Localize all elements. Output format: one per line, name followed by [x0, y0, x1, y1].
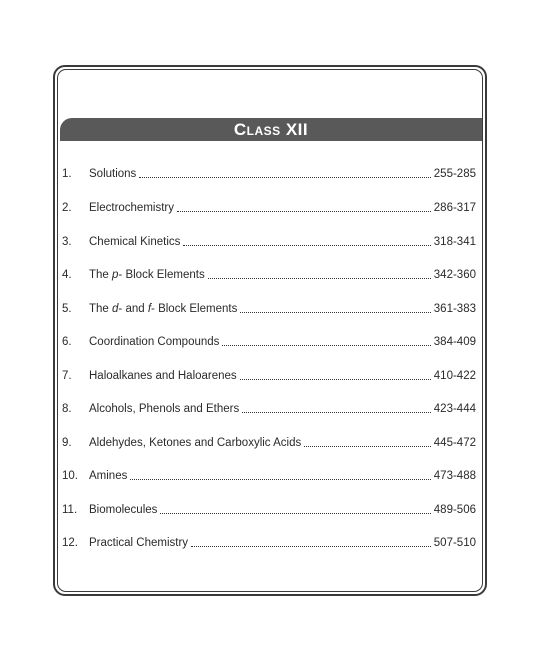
toc-pages: 342-360	[433, 269, 476, 281]
toc-pages: 473-488	[433, 470, 476, 482]
toc-number: 4.	[62, 269, 72, 281]
toc-pages: 410-422	[433, 370, 476, 382]
dot-leader	[183, 244, 430, 246]
toc-row-10[interactable]	[62, 466, 476, 486]
toc-number: 11.	[62, 504, 78, 516]
dot-leader	[177, 210, 431, 212]
dot-leader	[242, 411, 431, 413]
toc-pages: 507-510	[433, 537, 476, 549]
toc-row-5[interactable]	[62, 299, 476, 319]
toc-title: The p- Block Elements	[89, 269, 205, 281]
dot-leader	[222, 344, 430, 346]
toc-title: Amines	[89, 470, 128, 482]
dot-leader	[240, 311, 430, 313]
toc-pages: 286-317	[433, 202, 476, 214]
toc-row-12[interactable]	[62, 533, 476, 553]
dot-leader	[139, 176, 430, 178]
toc-pages: 318-341	[433, 236, 476, 248]
toc-number: 3.	[62, 236, 72, 248]
toc-number: 8.	[62, 403, 72, 415]
toc-row-1[interactable]	[62, 164, 476, 184]
toc-title: The d- and f- Block Elements	[89, 303, 238, 315]
toc-row-6[interactable]	[62, 332, 476, 352]
toc-pages: 255-285	[433, 168, 476, 180]
dot-leader	[160, 512, 430, 514]
dot-leader	[130, 478, 430, 480]
toc-number: 7.	[62, 370, 72, 382]
toc-title: Biomolecules	[89, 504, 158, 516]
toc-pages: 423-444	[433, 403, 476, 415]
toc-number: 1.	[62, 168, 72, 180]
toc-pages: 361-383	[433, 303, 476, 315]
toc-number: 9.	[62, 437, 72, 449]
toc-number: 5.	[62, 303, 72, 315]
dot-leader	[304, 445, 431, 447]
toc-title: Solutions	[89, 168, 137, 180]
dot-leader	[240, 378, 431, 380]
toc-number: 6.	[62, 336, 72, 348]
toc-row-8[interactable]	[62, 399, 476, 419]
toc-number: 10.	[62, 470, 78, 482]
toc-row-11[interactable]	[62, 500, 476, 520]
toc-row-4[interactable]	[62, 265, 476, 285]
toc-row-9[interactable]	[62, 433, 476, 453]
toc-title: Aldehydes, Ketones and Carboxylic Acids	[89, 437, 302, 449]
toc-pages: 445-472	[433, 437, 476, 449]
toc-number: 2.	[62, 202, 72, 214]
toc-title: Practical Chemistry	[89, 537, 189, 549]
toc-row-3[interactable]	[62, 232, 476, 252]
toc-pages: 489-506	[433, 504, 476, 516]
toc-row-7[interactable]	[62, 366, 476, 386]
dot-leader	[208, 277, 431, 279]
toc-title: Haloalkanes and Haloarenes	[89, 370, 237, 382]
dot-leader	[191, 545, 431, 547]
class-banner	[60, 118, 482, 141]
toc-title: Electrochemistry	[89, 202, 174, 214]
toc-title: Alcohols, Phenols and Ethers	[89, 403, 240, 415]
toc-row-2[interactable]	[62, 198, 476, 218]
toc-title: Chemical Kinetics	[89, 236, 181, 248]
class-title: Class XII	[233, 119, 309, 139]
toc-title: Coordination Compounds	[89, 336, 220, 348]
toc-number: 12.	[62, 537, 78, 549]
toc-pages: 384-409	[433, 336, 476, 348]
